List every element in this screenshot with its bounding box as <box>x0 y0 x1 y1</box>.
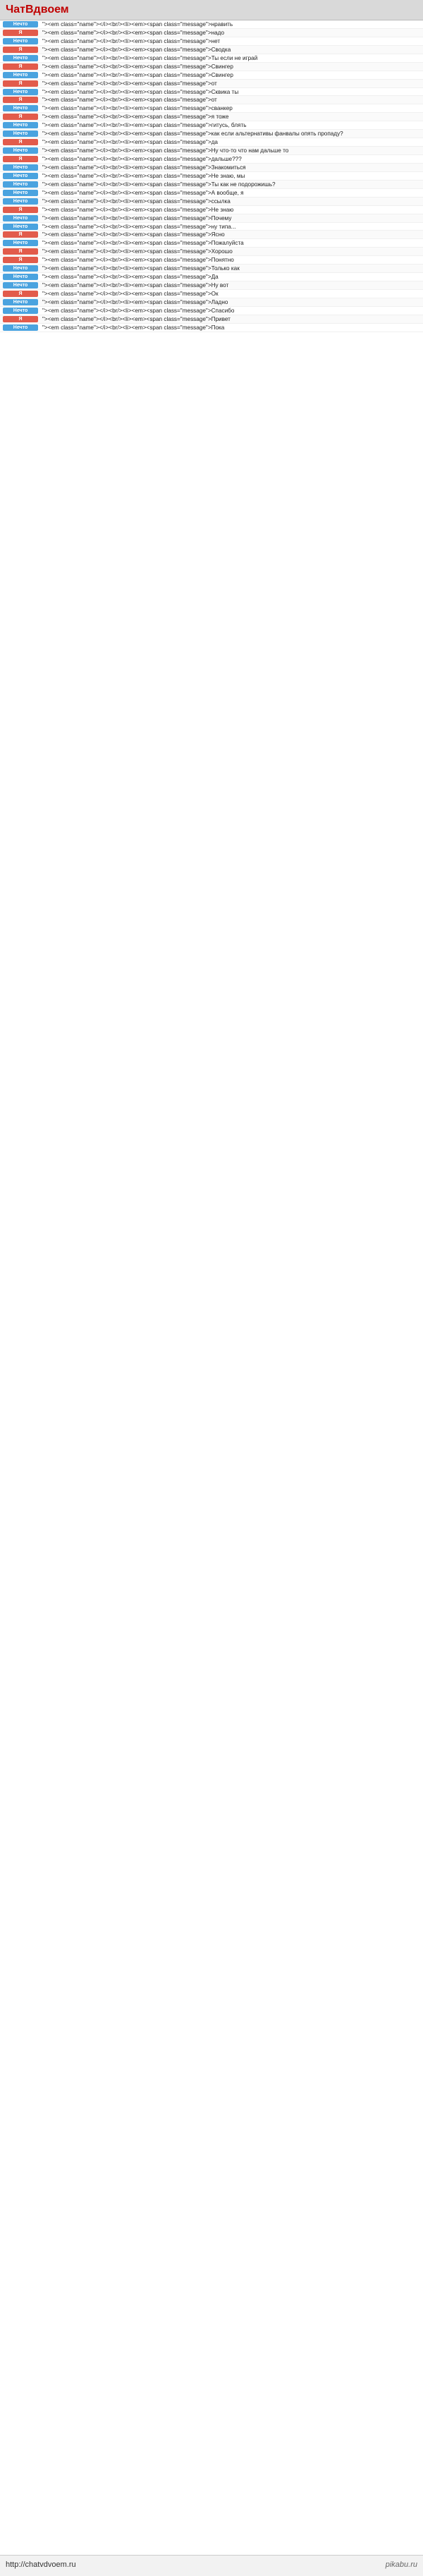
chat-message-row <box>0 96 423 104</box>
sender-tag: Я <box>3 231 38 238</box>
sender-tag: Нечто <box>3 130 38 137</box>
sender-tag: Нечто <box>3 55 38 61</box>
site-url[interactable]: http://chatvdvoem.ru <box>6 2560 76 2569</box>
chat-message-row <box>0 63 423 71</box>
message-text: я тоже <box>211 114 229 121</box>
message-text: ссылка <box>211 198 231 205</box>
message-code-prefix: "><em class="name"></i><br/><li><em><span class="message"> <box>42 324 212 331</box>
message-text: Ок <box>211 291 219 297</box>
sender-tag: Нечто <box>3 72 38 78</box>
chat-message-row <box>0 181 423 189</box>
chat-message-row <box>0 46 423 54</box>
sender-tag: Нечто <box>3 105 38 111</box>
chat-message-row <box>0 198 423 206</box>
message-code-prefix: "><em class="name"></i><br/><li><em><span class="message"> <box>42 231 212 238</box>
message-code-prefix: "><em class="name"></i><br/><li><em><span class="message"> <box>42 240 212 247</box>
message-text: Понятно <box>211 257 234 264</box>
chat-message-row <box>0 256 423 265</box>
message-code-prefix: "><em class="name"></i><br/><li><em><span class="message"> <box>42 147 212 154</box>
sender-tag: Нечто <box>3 181 38 188</box>
message-code-prefix: "><em class="name"></i><br/><li><em><span class="message"> <box>42 265 212 272</box>
chat-message-row <box>0 155 423 164</box>
chat-message-row <box>0 54 423 63</box>
message-text: Спасибо <box>211 307 235 314</box>
sender-tag: Нечто <box>3 147 38 154</box>
sender-tag: Нечто <box>3 274 38 280</box>
sender-tag: Нечто <box>3 164 38 171</box>
message-code-prefix: "><em class="name"></i><br/><li><em><span class="message"> <box>42 206 212 213</box>
message-code-prefix: "><em class="name"></i><br/><li><em><span class="message"> <box>42 298 212 305</box>
message-text: Ясно <box>211 231 225 238</box>
message-code-prefix: "><em class="name"></i><br/><li><em><span class="message"> <box>42 37 212 44</box>
message-code-prefix: "><em class="name"></i><br/><li><em><span class="message"> <box>42 122 212 129</box>
chat-message-row <box>0 231 423 239</box>
message-code-prefix: "><em class="name"></i><br/><li><em><span class="message"> <box>42 63 212 70</box>
message-code-prefix: "><em class="name"></i><br/><li><em><span class="message"> <box>42 105 212 112</box>
message-code-prefix: "><em class="name"></i><br/><li><em><span class="message"> <box>42 181 212 188</box>
message-text: Знакомиться <box>211 164 246 171</box>
message-text: Не знаю, мы <box>211 172 245 179</box>
message-text: Пожалуйста <box>211 240 244 247</box>
message-text: Свингер <box>211 71 233 78</box>
message-code-prefix: "><em class="name"></i><br/><li><em><span class="message"> <box>42 189 212 196</box>
sender-tag: Нечто <box>3 38 38 44</box>
message-code-prefix: "><em class="name"></i><br/><li><em><span class="message"> <box>42 257 212 264</box>
sender-tag: Я <box>3 80 38 87</box>
message-text: Сквика ты <box>211 88 239 95</box>
chat-message-row <box>0 172 423 181</box>
chat-message-row <box>0 37 423 46</box>
chat-message-row <box>0 138 423 147</box>
sender-tag: Нечто <box>3 215 38 221</box>
chat-message-row <box>0 265 423 273</box>
message-text: да <box>211 139 218 146</box>
message-text: Ну вот <box>211 282 229 289</box>
message-code-prefix: "><em class="name"></i><br/><li><em><span class="message"> <box>42 97 212 104</box>
message-code-prefix: "><em class="name"></i><br/><li><em><span class="message"> <box>42 282 212 289</box>
sender-tag: Нечто <box>3 122 38 128</box>
sender-tag: Я <box>3 97 38 103</box>
chat-message-row <box>0 189 423 198</box>
sender-tag: Я <box>3 316 38 322</box>
sender-tag: Я <box>3 207 38 213</box>
chat-message-row <box>0 248 423 256</box>
chat-message-row <box>0 315 423 324</box>
message-text: Да <box>211 274 219 281</box>
message-text: надо <box>211 29 225 36</box>
chat-message-row <box>0 281 423 290</box>
message-text: Пока <box>211 324 225 331</box>
sender-tag: Нечто <box>3 282 38 288</box>
chat-message-row <box>0 324 423 332</box>
sender-tag: Нечто <box>3 240 38 246</box>
sender-tag: Я <box>3 257 38 263</box>
message-text: нравить <box>211 21 233 28</box>
message-text: Ладно <box>211 298 228 305</box>
message-text: сванкер <box>211 105 233 112</box>
chat-message-row <box>0 20 423 29</box>
chat-message-row <box>0 273 423 281</box>
chat-message-row <box>0 239 423 248</box>
message-code-prefix: "><em class="name"></i><br/><li><em><span class="message"> <box>42 71 212 78</box>
chat-message-row <box>0 307 423 315</box>
sender-tag: Нечто <box>3 173 38 179</box>
message-code-prefix: "><em class="name"></i><br/><li><em><span class="message"> <box>42 21 212 28</box>
message-code-prefix: "><em class="name"></i><br/><li><em><span class="message"> <box>42 88 212 95</box>
sender-tag: Нечто <box>3 89 38 95</box>
sender-tag: Я <box>3 291 38 297</box>
chat-message-row <box>0 214 423 223</box>
sender-tag: Я <box>3 114 38 120</box>
message-code-prefix: "><em class="name"></i><br/><li><em><span class="message"> <box>42 307 212 314</box>
sender-tag: Нечто <box>3 21 38 28</box>
message-text: Ты если не играй <box>211 54 258 61</box>
chat-message-row <box>0 104 423 113</box>
message-text: от <box>211 97 217 104</box>
message-text: дальше??? <box>211 156 242 162</box>
message-code-prefix: "><em class="name"></i><br/><li><em><span class="message"> <box>42 29 212 36</box>
message-text: Только как <box>211 265 240 272</box>
chat-message-row <box>0 113 423 121</box>
message-text: Ты как не подорожишь? <box>211 181 276 188</box>
message-text: Сводка <box>211 46 231 53</box>
watermark: pikabu.ru <box>385 2560 417 2569</box>
message-text: ну типа... <box>211 223 236 230</box>
message-code-prefix: "><em class="name"></i><br/><li><em><span class="message"> <box>42 172 212 179</box>
message-code-prefix: "><em class="name"></i><br/><li><em><span class="message"> <box>42 248 212 255</box>
message-text: гитусь, блять <box>211 122 247 129</box>
message-text: Свингер <box>211 63 233 70</box>
sender-tag: Нечто <box>3 198 38 205</box>
chat-title: ЧатВдвоем <box>0 0 423 20</box>
message-code-prefix: "><em class="name"></i><br/><li><em><span class="message"> <box>42 315 212 322</box>
message-text: А вообще, я <box>211 189 244 196</box>
chat-message-row <box>0 147 423 155</box>
sender-tag: Нечто <box>3 324 38 331</box>
message-code-prefix: "><em class="name"></i><br/><li><em><span class="message"> <box>42 80 212 87</box>
chat-message-row <box>0 121 423 130</box>
chat-message-row <box>0 298 423 307</box>
sender-tag: Я <box>3 63 38 70</box>
chat-message-row <box>0 80 423 88</box>
message-text: Почему <box>211 214 232 221</box>
chat-message-row <box>0 290 423 298</box>
message-code-prefix: "><em class="name"></i><br/><li><em><span class="message"> <box>42 198 212 205</box>
sender-tag: Я <box>3 248 38 255</box>
sender-tag: Нечто <box>3 299 38 305</box>
sender-tag: Я <box>3 30 38 36</box>
sender-tag: Нечто <box>3 308 38 314</box>
sender-tag: Нечто <box>3 265 38 272</box>
chat-message-row <box>0 130 423 138</box>
message-text: как если альтернативы фанвалы опять пропаду? <box>211 130 343 138</box>
footer <box>0 2555 423 2576</box>
message-code-prefix: "><em class="name"></i><br/><li><em><span class="message"> <box>42 274 212 281</box>
sender-tag: Я <box>3 156 38 162</box>
message-code-prefix: "><em class="name"></i><br/><li><em><span class="message"> <box>42 114 212 121</box>
message-code-prefix: "><em class="name"></i><br/><li><em><span class="message"> <box>42 291 212 297</box>
message-code-prefix: "><em class="name"></i><br/><li><em><span class="message"> <box>42 156 212 162</box>
message-code-prefix: "><em class="name"></i><br/><li><em><span class="message"> <box>42 139 212 146</box>
message-code-prefix: "><em class="name"></i><br/><li><em><span class="message"> <box>42 54 212 61</box>
chat-message-row <box>0 164 423 172</box>
chat-message-row <box>0 223 423 231</box>
chat-log <box>0 20 423 332</box>
chat-message-row <box>0 71 423 80</box>
message-code-prefix: "><em class="name"></i><br/><li><em><span class="message"> <box>42 130 212 138</box>
message-text: нет <box>211 37 221 44</box>
sender-tag: Я <box>3 139 38 145</box>
message-text: Не знаю <box>211 206 234 213</box>
message-code-prefix: "><em class="name"></i><br/><li><em><span class="message"> <box>42 46 212 53</box>
chat-message-row <box>0 206 423 214</box>
message-text: от <box>211 80 217 87</box>
message-code-prefix: "><em class="name"></i><br/><li><em><span class="message"> <box>42 214 212 221</box>
message-code-prefix: "><em class="name"></i><br/><li><em><span class="message"> <box>42 223 212 230</box>
chat-message-row <box>0 88 423 97</box>
chat-message-row <box>0 29 423 37</box>
message-code-prefix: "><em class="name"></i><br/><li><em><span class="message"> <box>42 164 212 171</box>
message-text: Привет <box>211 315 231 322</box>
message-text: Ну что-то что нам дальше то <box>211 147 289 154</box>
sender-tag: Нечто <box>3 190 38 196</box>
sender-tag: Нечто <box>3 224 38 230</box>
message-text: Хорошо <box>211 248 233 255</box>
sender-tag: Я <box>3 47 38 53</box>
